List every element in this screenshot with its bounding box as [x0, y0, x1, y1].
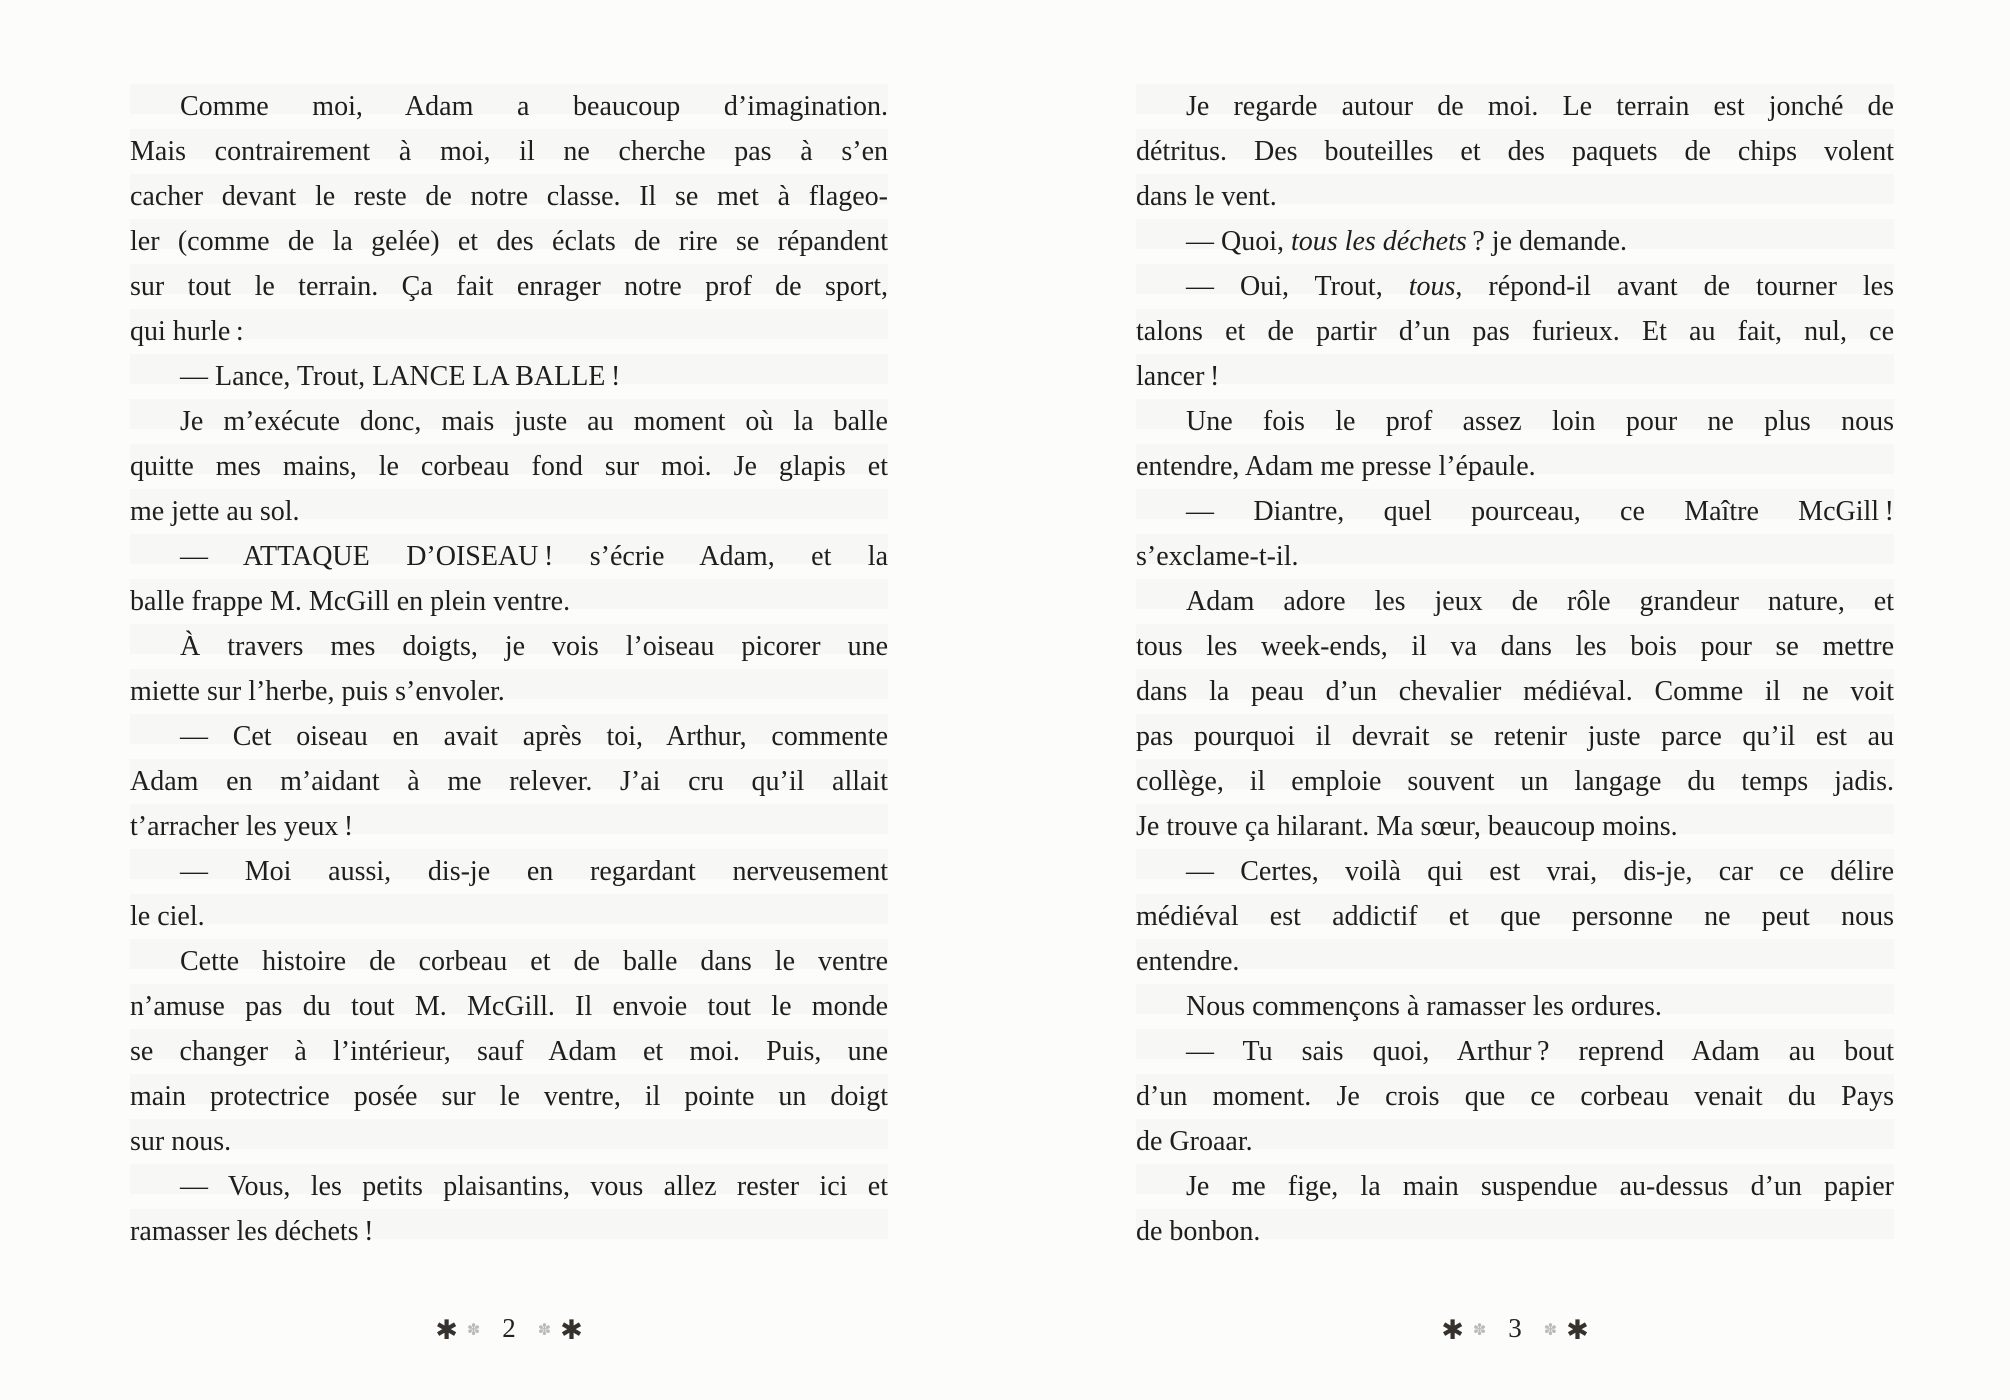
ornament-light-star-icon: ✽ — [1472, 1320, 1487, 1339]
text-run: Cette histoire de corbeau et de balle dans le ventre — [180, 946, 888, 977]
ornament-light-star-icon: ✽ — [466, 1320, 481, 1339]
text-run: sur nous. — [130, 1126, 232, 1157]
text-run: cacher devant le reste de notre classe. Il se met à flageo- — [130, 181, 888, 212]
text-run: dans la peau d’un chevalier médiéval. Comme il ne voit — [1136, 676, 1894, 707]
italic-text-run: tous les déchets — [1291, 226, 1467, 257]
text-line — [1136, 849, 1894, 894]
text-run: lancer ! — [1136, 361, 1220, 392]
page-left-folio — [130, 1306, 888, 1354]
text-run: de bonbon. — [1136, 1216, 1261, 1247]
text-run: Adam adore les jeux de rôle grandeur nature, et — [1186, 586, 1894, 617]
text-line — [1136, 309, 1894, 354]
text-run: pas pourquoi il devrait se retenir juste parce qu’il est au — [1136, 721, 1894, 752]
text-line — [130, 489, 888, 534]
text-run: d’un moment. Je crois que ce corbeau venait du Pays — [1136, 1081, 1894, 1112]
text-run: À travers mes doigts, je vois l’oiseau picorer une — [180, 631, 888, 662]
text-run: dans le vent. — [1136, 181, 1277, 212]
text-line — [130, 444, 888, 489]
page-number: 3 — [1508, 1312, 1522, 1343]
text-run: Mais contrairement à moi, il ne cherche pas à s’en — [130, 136, 888, 167]
text-line — [130, 129, 888, 174]
text-run: s’exclame-t-il. — [1136, 541, 1299, 572]
text-run: le ciel. — [130, 901, 205, 932]
text-line — [130, 894, 888, 939]
text-line — [1136, 1029, 1894, 1074]
text-run: Adam en m’aidant à me relever. J’ai cru qu’il allait — [130, 766, 888, 797]
text-line — [130, 1209, 888, 1254]
text-run: talons et de partir d’un pas furieux. Et au fait, nul, ce — [1136, 316, 1894, 347]
text-line — [1136, 939, 1894, 984]
text-run: Une fois le prof assez loin pour ne plus nous — [1186, 406, 1894, 437]
text-line — [130, 354, 888, 399]
text-run: — Cet oiseau en avait après toi, Arthur, commente — [180, 721, 888, 752]
text-line — [130, 399, 888, 444]
text-run: détritus. Des bouteilles et des paquets de chips volent — [1136, 136, 1894, 167]
text-line — [1136, 759, 1894, 804]
text-line — [1136, 1074, 1894, 1119]
text-line — [130, 1074, 888, 1119]
text-line — [130, 669, 888, 714]
text-line — [130, 534, 888, 579]
text-run: Nous commençons à ramasser les ordures. — [1186, 991, 1662, 1022]
text-run: — Moi aussi, dis-je en regardant nerveusement — [180, 856, 888, 887]
text-run: entendre, Adam me presse l’épaule. — [1136, 451, 1536, 482]
text-run: main protectrice posée sur le ventre, il pointe un doigt — [130, 1081, 888, 1112]
text-run: , répond-il avant de tourner les — [1455, 271, 1895, 302]
text-run: miette sur l’herbe, puis s’envoler. — [130, 676, 505, 707]
ornament-light-star-icon: ✽ — [537, 1320, 552, 1339]
text-run: n’amuse pas du tout M. McGill. Il envoie tout le monde — [130, 991, 888, 1022]
text-run: se changer à l’intérieur, sauf Adam et moi. Puis, une — [130, 1036, 888, 1067]
text-run: — Tu sais quoi, Arthur ? reprend Adam au bout — [1186, 1036, 1894, 1067]
text-run: ler (comme de la gelée) et des éclats de rire se répandent — [130, 226, 888, 257]
text-line — [130, 84, 888, 129]
text-run: qui hurle : — [130, 316, 244, 347]
text-line — [1136, 354, 1894, 399]
text-run: collège, il emploie souvent un langage du temps jadis. — [1136, 766, 1894, 797]
ornament-dark-star-icon: ✱ — [1566, 1314, 1589, 1346]
text-run: Je regarde autour de moi. Le terrain est jonché de — [1186, 91, 1894, 122]
ornament-light-star-icon: ✽ — [1543, 1320, 1558, 1339]
text-line — [130, 1119, 888, 1164]
text-line — [1136, 1119, 1894, 1164]
text-run: Je trouve ça hilarant. Ma sœur, beaucoup moins. — [1136, 811, 1678, 842]
text-line — [130, 984, 888, 1029]
text-run: — Lance, Trout, LANCE LA BALLE ! — [180, 361, 621, 392]
text-line — [1136, 399, 1894, 444]
text-line — [1136, 624, 1894, 669]
text-run: entendre. — [1136, 946, 1240, 977]
text-run: sur tout le terrain. Ça fait enrager notre prof de sport, — [130, 271, 888, 302]
text-line — [1136, 489, 1894, 534]
text-line — [130, 804, 888, 849]
text-line — [130, 579, 888, 624]
text-line — [130, 309, 888, 354]
text-run: — Oui, Trout, — [1186, 271, 1409, 302]
text-line — [1136, 534, 1894, 579]
text-line — [130, 759, 888, 804]
text-line — [130, 939, 888, 984]
text-run: t’arracher les yeux ! — [130, 811, 354, 842]
text-line — [130, 624, 888, 669]
text-line — [1136, 1209, 1894, 1254]
text-line — [1136, 84, 1894, 129]
text-run: — Certes, voilà qui est vrai, dis-je, car ce délire — [1186, 856, 1894, 887]
text-run: tous les week-ends, il va dans les bois pour se mettre — [1136, 631, 1894, 662]
text-line — [130, 1029, 888, 1074]
text-run: — Diantre, quel pourceau, ce Maître McGill ! — [1186, 496, 1894, 527]
text-run: quitte mes mains, le corbeau fond sur moi. Je glapis et — [130, 451, 888, 482]
page-right-text — [1136, 84, 1894, 1254]
text-line — [1136, 1164, 1894, 1209]
text-line — [130, 174, 888, 219]
text-run: — ATTAQUE D’OISEAU ! s’écrie Adam, et la — [180, 541, 888, 572]
text-line — [1136, 894, 1894, 939]
text-run: Comme moi, Adam a beaucoup d’imagination. — [180, 91, 888, 122]
text-line — [1136, 174, 1894, 219]
text-line — [1136, 264, 1894, 309]
text-line — [1136, 579, 1894, 624]
italic-text-run: tous — [1408, 271, 1456, 302]
text-run: balle frappe M. McGill en plein ventre. — [130, 586, 571, 617]
text-run: me jette au sol. — [130, 496, 300, 527]
text-run: ramasser les déchets ! — [130, 1216, 374, 1247]
text-run: de Groaar. — [1136, 1126, 1253, 1157]
text-run: — Vous, les petits plaisantins, vous allez rester ici et — [180, 1171, 888, 1202]
text-line — [1136, 444, 1894, 489]
text-line — [130, 264, 888, 309]
text-line — [130, 714, 888, 759]
text-line — [130, 849, 888, 894]
text-run: ? je demande. — [1466, 226, 1628, 257]
ornament-dark-star-icon: ✱ — [1441, 1314, 1464, 1346]
text-line — [130, 1164, 888, 1209]
text-line — [1136, 219, 1894, 264]
ornament-dark-star-icon: ✱ — [560, 1314, 583, 1346]
text-run: — Quoi, — [1186, 226, 1291, 257]
page-number: 2 — [502, 1312, 516, 1343]
text-line — [1136, 714, 1894, 759]
text-line — [1136, 129, 1894, 174]
text-run: médiéval est addictif et que personne ne peut nous — [1136, 901, 1894, 932]
text-run: Je me fige, la main suspendue au-dessus d’un papier — [1186, 1171, 1894, 1202]
text-line — [1136, 804, 1894, 849]
text-line — [1136, 669, 1894, 714]
text-line — [130, 219, 888, 264]
ornament-dark-star-icon: ✱ — [435, 1314, 458, 1346]
text-line — [1136, 984, 1894, 1029]
page-right-folio — [1136, 1306, 1894, 1354]
page-left-text — [130, 84, 888, 1254]
text-run: Je m’exécute donc, mais juste au moment où la balle — [180, 406, 888, 437]
